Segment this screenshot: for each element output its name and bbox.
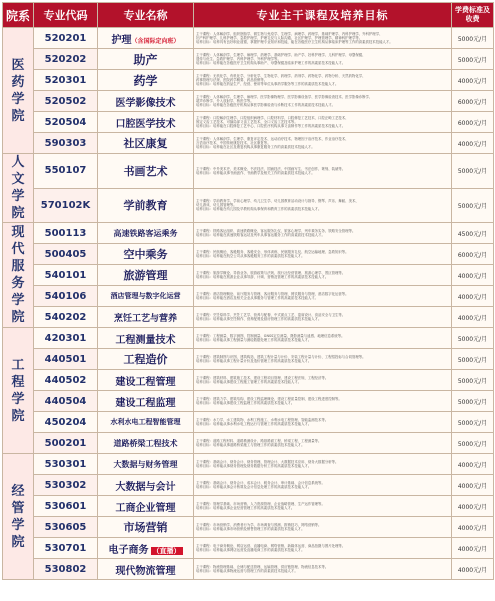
program-row: [3, 433, 494, 454]
program-fee: 4000元/月: [452, 133, 494, 154]
header-goal: 专业主干课程及培养目标: [194, 3, 452, 28]
program-code: 440502: [34, 370, 98, 391]
description-line: 主干课程：建筑制图与识图、建筑构造、建筑工程计量与计价、安装工程计量与计价、工程招投标与合同管理等。: [196, 354, 366, 359]
program-fee: 5000元/月: [452, 391, 494, 412]
program-row: [3, 349, 494, 370]
program-name: 社区康复: [123, 137, 168, 150]
college-name-char: 学: [11, 517, 25, 533]
college-name: [3, 28, 34, 154]
program-name: 烹饪工艺与营养: [113, 313, 177, 324]
college-name-char: 服: [11, 259, 25, 274]
college-name-char: 院: [11, 108, 25, 124]
program-name: 电子商务: [108, 544, 149, 556]
description-line: 培养目标：培养能从事物流运营与管理工作的高素质技术技能人才。: [196, 569, 298, 573]
program-fee: 5000元/月: [452, 370, 494, 391]
description-line: 药事管理与法规、医院药学概要、药品营销等。: [196, 77, 268, 82]
program-code: 520201: [34, 28, 98, 49]
program-fee: 5000元/月: [452, 49, 494, 70]
program-name-cell: [98, 559, 194, 580]
program-row: [3, 49, 494, 70]
description-line: 培养目标：培养能在社区及康复机构从事康复服务工作的高素质技术技能人才。: [196, 145, 315, 150]
program-fee: 5000元/月: [452, 28, 494, 49]
program-fee: 6000元/月: [452, 112, 494, 133]
program-name-cell: [98, 49, 194, 70]
program-description: [194, 133, 452, 154]
program-row: [3, 391, 494, 412]
college-name-char: 学: [11, 391, 25, 407]
description-line: 主干课程：电子商务概论、网店运营、直播电商、网络营销、新媒体运营、商品拍摄与图片处理等。: [196, 543, 346, 548]
college-name-char: 务: [11, 276, 25, 291]
description-line: 主干课程：基础会计、财务会计、财务管理、管理会计、大数据技术应用、财务大数据分析等。: [196, 459, 339, 464]
program-description: [194, 223, 452, 244]
program-row: [3, 154, 494, 189]
college-name-char: 院: [11, 534, 25, 550]
description-line: 培养目标：培养能在航空公司从事客舱服务工作的高素质技术技能人才。: [196, 254, 305, 258]
program-row: [3, 28, 494, 49]
program-description: [194, 391, 452, 412]
college-name-char: 代: [11, 242, 25, 257]
description-line: 主干课程：学前教育学、学前心理学、幼儿卫生学、幼儿园教育活动设计与指导、钢琴、声乐、舞蹈、美术、: [196, 199, 359, 204]
description-line: 培养目标：培养能在口腔修复工艺中心、口腔医疗机构从事义齿制作等工作的高素质技术技能人才。: [196, 124, 346, 129]
program-description: [194, 517, 452, 538]
header-college: 院系: [3, 3, 34, 28]
program-name: 建设工程监理: [115, 397, 176, 409]
program-code: 530701: [34, 538, 98, 559]
program-name-cell: [98, 91, 194, 112]
program-name: 现代物流管理: [115, 565, 176, 577]
description-line: 培养目标：培养能从事建设工程监理工作的高素质技术技能人才。: [196, 401, 295, 405]
description-line: 主干课程：人体解剖学、组织胚胎学、微生物与免疫学、生理学、病理学、药理学、基础护理学、内科护理学、外科护理学、: [196, 31, 383, 36]
college-name: [3, 223, 34, 328]
description-line: 言语治疗技术、中国传统康复技术、社区康复等。: [196, 140, 271, 145]
college-name-char: 学: [11, 293, 25, 308]
description-line: 培养目标：培养能从事市场营销及销售管理工作的高素质技术技能人才。: [196, 527, 305, 531]
college-name: [3, 454, 34, 580]
description-line: 培养目标：培养能从事道路桥梁施工与管理工作的高素质技术技能人才。: [196, 443, 305, 447]
program-fee: 4000元/月: [452, 286, 494, 307]
description-line: 主干课程：酒店管理概论、前厅服务与管理、客房服务与管理、餐饮服务与管理、酒店数字化运营等。: [196, 291, 349, 296]
program-row: [3, 412, 494, 433]
description-line: 培养目标：培养能在药品生产、经营、使用等单位从事药学服务等工作的高素质技术技能人才。: [196, 82, 339, 87]
program-name: 道路桥梁工程技术: [113, 438, 178, 448]
program-fee: 5000元/月: [452, 349, 494, 370]
program-badge: （含国际定向班）: [131, 37, 180, 45]
program-code: 500113: [34, 223, 98, 244]
description-line: 培养目标：培养能在幼儿园及早教机构从事保育和教育工作的高素质技术技能人才。: [196, 207, 322, 212]
program-fee: 4000元/月: [452, 265, 494, 286]
program-name: 护理: [111, 34, 132, 46]
description-line: 主干课程：建筑力学、建筑结构、建设工程监理概论、建设工程质量控制、建设工程进度控制等。: [196, 396, 342, 401]
program-row: [3, 370, 494, 391]
program-name: 旅游管理: [123, 269, 168, 282]
program-name: 学前教育: [123, 199, 168, 213]
program-name: 医学影像技术: [115, 97, 176, 109]
description-line: 培养目标：培养能从事书画创作、书画教学及相关工作的高素质技术技能人才。: [196, 170, 315, 175]
table-header-row: [3, 3, 494, 28]
description-line: 培养目标：培养能在各级医疗卫生机构从事助产、母婴保健及临床护理工作的高素质技术技能人才。: [196, 61, 346, 66]
program-fee: 4500元/月: [452, 223, 494, 244]
program-description: [194, 188, 452, 223]
description-line: 培养目标：培养能在旅游企业从事导游、计调、营销及管理工作的高素质技术技能人才。: [196, 275, 329, 279]
description-line: 主干课程：管理学基础、市场营销、人力资源管理、企业战略管理、生产运作管理等。: [196, 501, 325, 506]
program-code: 540101: [34, 265, 98, 286]
program-name-cell: [98, 433, 194, 454]
description-line: 主干课程：市场营销学、消费者行为学、市场调查与预测、推销技巧、网络营销等。: [196, 522, 322, 527]
program-name-cell: [98, 349, 194, 370]
program-row: [3, 188, 494, 223]
program-row: [3, 496, 494, 517]
description-line: 遗传与优生、急救护理学、内科护理学、外科护理学等。: [196, 56, 281, 61]
description-line: 培养目标：培养具有良好职业道德，掌握护理专业知识和技能，能在各级医疗卫生机构从事临床护理等工作的高素质技术技能人才。: [196, 40, 393, 45]
description-line: 主干课程：口腔解剖生理学、口腔组织病理学、口腔材料学、口腔修复工艺技术、口腔正畸工艺技术、: [196, 115, 349, 120]
program-row: [3, 223, 494, 244]
program-code: 530802: [34, 559, 98, 580]
program-name: 书画艺术: [123, 164, 168, 178]
header-code: 专业代码: [34, 3, 98, 28]
college-name: [3, 154, 34, 223]
description-line: 培养目标：培养能从事工程测量与测绘数据处理工作的高素质技术技能人才。: [196, 338, 312, 342]
description-line: 主干课程：民航概论、客舱服务、客舱安全、形体训练、民航服务礼仪、航空运输地理、急救知识等。: [196, 249, 349, 254]
program-name-cell: [98, 70, 194, 91]
program-description: [194, 307, 452, 328]
program-description: [194, 265, 452, 286]
description-line: 主干课程：无机化学、有机化学、分析化学、生物化学、药理学、药剂学、药物化学、药物分析、天然药物化学、: [196, 73, 366, 78]
program-description: [194, 328, 452, 349]
program-name-cell: [98, 188, 194, 223]
description-line: 培养目标：培养能从事企业经营管理工作的高素质技术技能人才。: [196, 506, 295, 510]
program-name: 工程测量技术: [115, 334, 176, 346]
program-description: [194, 433, 452, 454]
program-name-cell: [98, 496, 194, 517]
program-fee: 5000元/月: [452, 328, 494, 349]
description-line: 主干课程：烹饪原料学、烹饪工艺学、营养与配餐、中式面点工艺、宴席设计、食品安全与卫生等。: [196, 312, 346, 317]
program-fee: 4000元/月: [452, 475, 494, 496]
program-fee: 4000元/月: [452, 70, 494, 91]
program-name-cell: [98, 286, 194, 307]
program-name-cell: [98, 223, 194, 244]
college-name-char: 院: [11, 310, 25, 325]
program-description: [194, 244, 452, 265]
program-name-cell: [98, 328, 194, 349]
program-code: 530302: [34, 475, 98, 496]
program-name-cell: [98, 244, 194, 265]
description-line: 培养目标：培养能在酒店及相关企业从事服务与管理工作的高素质技术技能人才。: [196, 296, 319, 300]
program-row: [3, 70, 494, 91]
program-name-cell: [98, 538, 194, 559]
program-fee: 5000元/月: [452, 154, 494, 189]
program-name-cell: [98, 370, 194, 391]
program-row: [3, 454, 494, 475]
program-name: 市场营销: [123, 521, 168, 534]
program-code: 540202: [34, 307, 98, 328]
program-code: 440504: [34, 391, 98, 412]
program-code: 440501: [34, 349, 98, 370]
program-row: [3, 112, 494, 133]
program-table-sheet: [2, 2, 493, 580]
program-fee: 5000元/月: [452, 412, 494, 433]
program-name-cell: [98, 133, 194, 154]
description-line: 培养目标：培养能在高速铁路客运站及列车从事客运服务工作的高素质技术技能人才。: [196, 233, 325, 237]
header-fee: 学费标准及收费: [452, 3, 494, 28]
college-name-char: 文: [11, 172, 25, 187]
program-name-cell: [98, 265, 194, 286]
header-name: 专业名称: [98, 3, 194, 28]
program-code: 520502: [34, 91, 98, 112]
college-name-char: 程: [11, 374, 25, 390]
college-name-char: 现: [11, 225, 25, 240]
program-code: 520301: [34, 70, 98, 91]
program-name: 工程造价: [123, 353, 168, 366]
college-name-char: 学: [11, 189, 25, 204]
program-row: [3, 91, 494, 112]
program-description: [194, 412, 452, 433]
description-line: 超声诊断学、介入放射学、核医学等。: [196, 98, 254, 103]
college-name-char: 人: [11, 155, 25, 170]
program-fee: 4000元/月: [452, 559, 494, 580]
program-code: 500201: [34, 433, 98, 454]
description-line: 固定义齿工艺技术、可摘局部义齿工艺技术、全口义齿工艺技术等。: [196, 119, 298, 124]
description-line: 主干课程：旅游学概论、导游业务、旅游政策与法规、旅行社经营管理、旅游心理学、景区管理等。: [196, 270, 346, 275]
description-line: 主干课程：铁路客运组织、高速铁路概论、客运服务礼仪、旅客心理学、列车乘务实务、铁路安全管理等。: [196, 228, 356, 233]
description-line: 培养目标：培养能从事网店运营及直播电商工作的高素质技术技能人才。: [196, 548, 305, 552]
program-name-cell: [98, 412, 194, 433]
program-name: 水利水电工程智能管理: [110, 418, 181, 426]
program-name-cell: [98, 28, 194, 49]
description-line: 幼儿游戏、幼儿园管理等。: [196, 203, 237, 208]
program-code: 550107: [34, 154, 98, 189]
program-description: [194, 475, 452, 496]
program-description: [194, 154, 452, 189]
program-fee: 4000元/月: [452, 307, 494, 328]
program-description: [194, 370, 452, 391]
program-code: 530301: [34, 454, 98, 475]
description-line: 培养目标：培养能从事烹饪制作、营养配餐及厨房管理工作的高素质技术技能人才。: [196, 317, 322, 321]
program-name: 助产: [133, 52, 158, 67]
program-description: [194, 454, 452, 475]
program-code: 540106: [34, 286, 98, 307]
college-name-char: 院: [11, 408, 25, 424]
description-line: 主干课程：人体解剖学、生理学、病理学、医学影像物理学、医学影像设备学、医学影像检查技术、医学影像诊断学、: [196, 94, 373, 99]
program-name: 口腔医学技术: [115, 118, 176, 130]
description-line: 主干课程：人体解剖学、生理学、病理学、药理学、基础护理学、助产学、妇科护理学、儿科护理学、母婴保健、: [196, 52, 366, 57]
program-name: 大数据与会计: [115, 481, 176, 493]
description-line: 培养目标：培养能从事会计核算及会计信息处理工作的高素质技术技能人才。: [196, 485, 312, 489]
program-name: 建设工程管理: [115, 376, 176, 388]
program-row: [3, 328, 494, 349]
college-name-char: 学: [11, 91, 25, 107]
description-line: 培养目标：培养能从事建设工程施工管理工作的高素质技术技能人才。: [196, 380, 302, 384]
program-row: [3, 133, 494, 154]
program-name-cell: [98, 454, 194, 475]
program-fee: 6000元/月: [452, 91, 494, 112]
college-name-char: 医: [11, 57, 25, 73]
program-code: 420301: [34, 328, 98, 349]
program-description: [194, 559, 452, 580]
description-line: 主干课程：道路工程材料、道路勘测设计、路基路面工程、桥梁工程、工程测量等。: [196, 438, 322, 443]
college-name-char: 工: [11, 357, 25, 373]
program-fee: 4000元/月: [452, 454, 494, 475]
program-row: [3, 244, 494, 265]
program-code: 500405: [34, 244, 98, 265]
program-description: [194, 112, 452, 133]
program-fee: 4000元/月: [452, 538, 494, 559]
program-code: 450204: [34, 412, 98, 433]
description-line: 培养目标：培养能从事工程计量计价及造价管理工作的高素质技术技能人才。: [196, 359, 312, 363]
program-code: 520202: [34, 49, 98, 70]
description-line: 主干课程：建筑材料、建筑施工技术、建设工程项目管理、建设工程法规、工程经济等。: [196, 375, 329, 380]
program-description: [194, 28, 452, 49]
description-line: 培养目标：培养能从事水利水电工程运行与管理工作的高素质技术技能人才。: [196, 422, 312, 426]
program-row: [3, 538, 494, 559]
program-name: 高速铁路客运乘务: [113, 228, 178, 238]
program-code: 590303: [34, 133, 98, 154]
program-description: [194, 349, 452, 370]
description-line: 主干课程：工程测量、数字测图、控制测量、GNSS定位测量、摄影测量与遥感、地理信息系统等。: [196, 333, 345, 338]
program-name: 大数据与财务管理: [113, 459, 178, 469]
program-row: [3, 517, 494, 538]
program-name-cell: [98, 475, 194, 496]
program-row: [3, 475, 494, 496]
description-line: 主干课程：人体解剖学、生理学、康复评定技术、运动治疗技术、物理因子治疗技术、作业治疗技术、: [196, 136, 349, 141]
program-description: [194, 49, 452, 70]
program-name-cell: [98, 154, 194, 189]
program-fee: 5000元/月: [452, 188, 494, 223]
college-name-char: 院: [11, 206, 25, 221]
description-line: 妇产科护理学、儿科护理学、急救护理学、护理礼仪与人际沟通、社区护理学、护理管理学、精神科护理学等。: [196, 35, 363, 40]
program-code: 530601: [34, 496, 98, 517]
program-row: [3, 559, 494, 580]
live-badge: （直播）: [152, 546, 181, 555]
program-fee: 4000元/月: [452, 496, 494, 517]
description-line: 主干课程：中外美术史、美术概论、书法技法、国画技法、中国画写生、书法创作、篆刻、装裱等。: [196, 166, 346, 171]
program-table: [2, 2, 494, 580]
program-name-cell: [98, 112, 194, 133]
program-code: 520504: [34, 112, 98, 133]
description-line: 主干课程：基础会计、财务会计、成本会计、税务会计、审计基础、会计信息系统等。: [196, 480, 325, 485]
description-line: 主干课程：物流管理基础、仓储与配送管理、运输管理、供应链管理、物流信息技术等。: [196, 564, 329, 569]
college-name-char: 药: [11, 74, 25, 90]
table-body: [3, 28, 494, 580]
program-name: 空中乘务: [123, 248, 168, 261]
college-name-char: 经: [11, 483, 25, 499]
program-description: [194, 91, 452, 112]
program-row: [3, 265, 494, 286]
program-description: [194, 496, 452, 517]
program-name: 酒店管理与数字化运营: [110, 292, 181, 300]
program-fee: 5000元/月: [452, 433, 494, 454]
program-description: [194, 70, 452, 91]
college-name-char: 管: [11, 500, 25, 516]
program-row: [3, 286, 494, 307]
program-code: 530605: [34, 517, 98, 538]
college-name: [3, 328, 34, 454]
program-name: 工商企业管理: [115, 502, 176, 514]
description-line: 培养目标：培养能在各级医疗机构从事医学影像检查与诊断技术工作的高素质技术技能人才。: [196, 103, 336, 108]
program-fee: 4000元/月: [452, 517, 494, 538]
program-code: 570102K: [34, 188, 98, 223]
description-line: 主干课程：水力学、水工建筑物、水利工程施工、水利水电工程管理、智能监测技术等。: [196, 417, 329, 422]
program-name-cell: [98, 517, 194, 538]
program-name-cell: [98, 307, 194, 328]
description-line: 培养目标：培养能从事财务管理及财务数据分析工作的高素质技术技能人才。: [196, 464, 312, 468]
program-name: 药学: [133, 73, 158, 88]
program-row: [3, 307, 494, 328]
program-fee: 6000元/月: [452, 244, 494, 265]
program-name-cell: [98, 391, 194, 412]
program-description: [194, 286, 452, 307]
program-description: [194, 538, 452, 559]
